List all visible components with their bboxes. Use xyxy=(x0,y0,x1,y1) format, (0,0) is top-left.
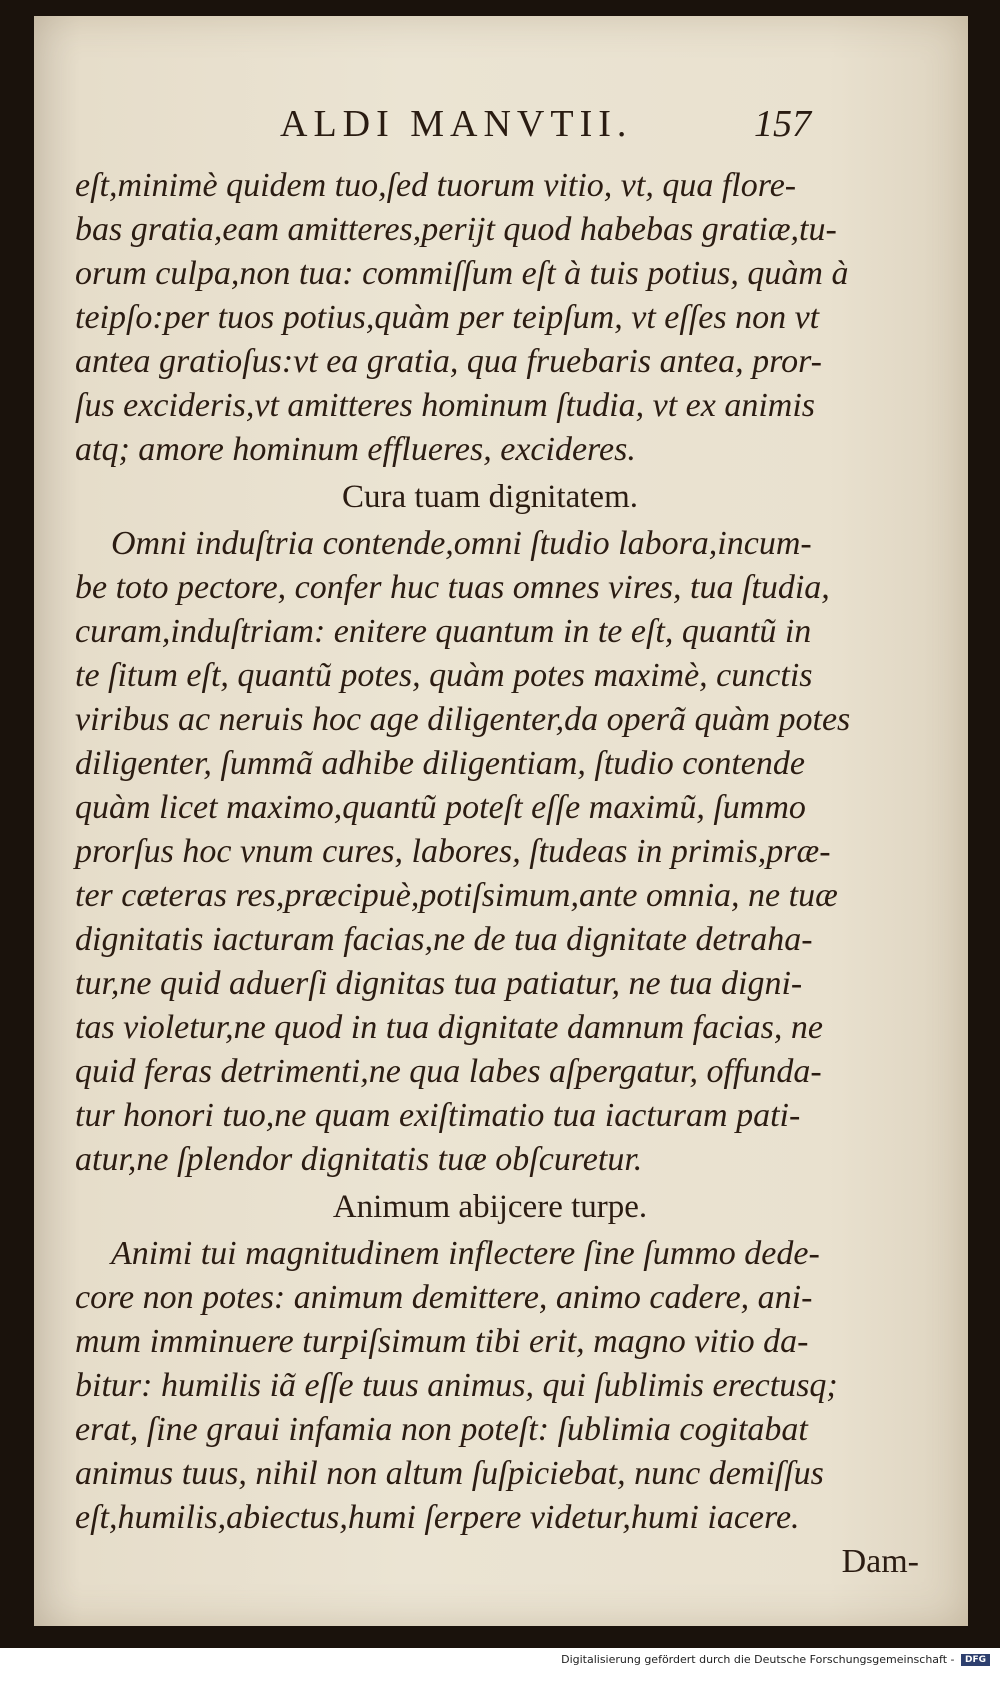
section-heading: Cura tuam dignitatem. xyxy=(341,479,639,515)
text-line: orum culpa,non tua: commiſſum eſt à tuis potius, quàm à xyxy=(75,255,849,292)
text-line: ter cæteras res,præcipuè,potiſsimum,ante omnia, ne tuæ xyxy=(75,877,838,914)
text-line: bas gratia,eam amitteres,perijt quod habebas gratiæ,tu- xyxy=(75,211,837,248)
text-line: curam,induſtriam: enitere quantum in te eſt, quantũ in xyxy=(75,613,812,650)
text-line: antea gratioſus:vt ea gratia, qua fruebaris antea, pror- xyxy=(75,343,822,380)
text-line: viribus ac neruis hoc age diligenter,da operã quàm potes xyxy=(75,701,851,738)
text-line: quàm licet maximo,quantũ poteſt eſſe maximũ, ſummo xyxy=(75,789,806,826)
text-line: ſus excideris,vt amitteres hominum ſtudia, vt ex animis xyxy=(75,387,815,424)
body-text xyxy=(75,164,965,1584)
text-line: erat, ſine graui infamia non poteſt: ſublimia cogitabat xyxy=(75,1411,808,1448)
text-line: prorſus hoc vnum cures, labores, ſtudeas in primis,præ- xyxy=(75,833,831,870)
text-line: teipſo:per tuos potius,quàm per teipſum, vt eſſes non vt xyxy=(75,299,820,336)
running-head xyxy=(244,102,844,166)
text-line: bitur: humilis iã eſſe tuus animus, qui ſublimis erectusq; xyxy=(75,1367,838,1404)
text-line: tur honori tuo,ne quam exiſtimatio tua iacturam pati- xyxy=(75,1097,801,1134)
text-line: Animi tui magnitudinem inflectere ſine ſummo dede- xyxy=(111,1235,820,1272)
text-line: Omni induſtria contende,omni ſtudio labora,incum- xyxy=(111,525,812,562)
text-line: eſt,minimè quidem tuo,ſed tuorum vitio, vt, qua flore- xyxy=(75,167,797,204)
text-line: quid feras detrimenti,ne qua labes aſpergatur, offunda- xyxy=(75,1053,822,1090)
page-number: 157 xyxy=(754,103,811,145)
section-heading: Animum abijcere turpe. xyxy=(332,1189,648,1225)
text-line: tur,ne quid aduerſi dignitas tua patiatur, ne tua digni- xyxy=(75,965,803,1002)
catchword: Dam- xyxy=(841,1543,919,1580)
text-line: eſt,humilis,abiectus,humi ſerpere videtur,humi iacere. xyxy=(75,1499,800,1536)
text-line: tas violetur,ne quod in tua dignitate damnum facias, ne xyxy=(75,1009,823,1046)
text-line: animus tuus, nihil non altum ſuſpiciebat, nunc demiſſus xyxy=(75,1455,824,1492)
text-line: diligenter, ſummã adhibe diligentiam, ſtudio contende xyxy=(75,745,805,782)
running-head-title: ALDI MANVTII. xyxy=(280,103,633,145)
text-line: core non potes: animum demittere, animo cadere, ani- xyxy=(75,1279,813,1316)
text-line: atq; amore hominum efflueres, excideres. xyxy=(75,431,636,468)
book-page xyxy=(34,16,968,1626)
text-line: te ſitum eſt, quantũ potes, quàm potes maximè, cunctis xyxy=(75,657,813,694)
text-line: be toto pectore, confer huc tuas omnes vires, tua ſtudia, xyxy=(75,569,830,606)
text-line: mum imminuere turpiſsimum tibi erit, magno vitio da- xyxy=(75,1323,809,1360)
dfg-logo: DFG xyxy=(961,1654,990,1666)
footer-text: Digitalisierung gefördert durch die Deutsche Forschungsgemeinschaft - xyxy=(561,1653,955,1666)
text-line: dignitatis iacturam facias,ne de tua dignitate detraha- xyxy=(75,921,813,958)
text-line: atur,ne ſplendor dignitatis tuæ obſcuretur. xyxy=(75,1141,643,1178)
digitization-footer xyxy=(561,1653,990,1666)
